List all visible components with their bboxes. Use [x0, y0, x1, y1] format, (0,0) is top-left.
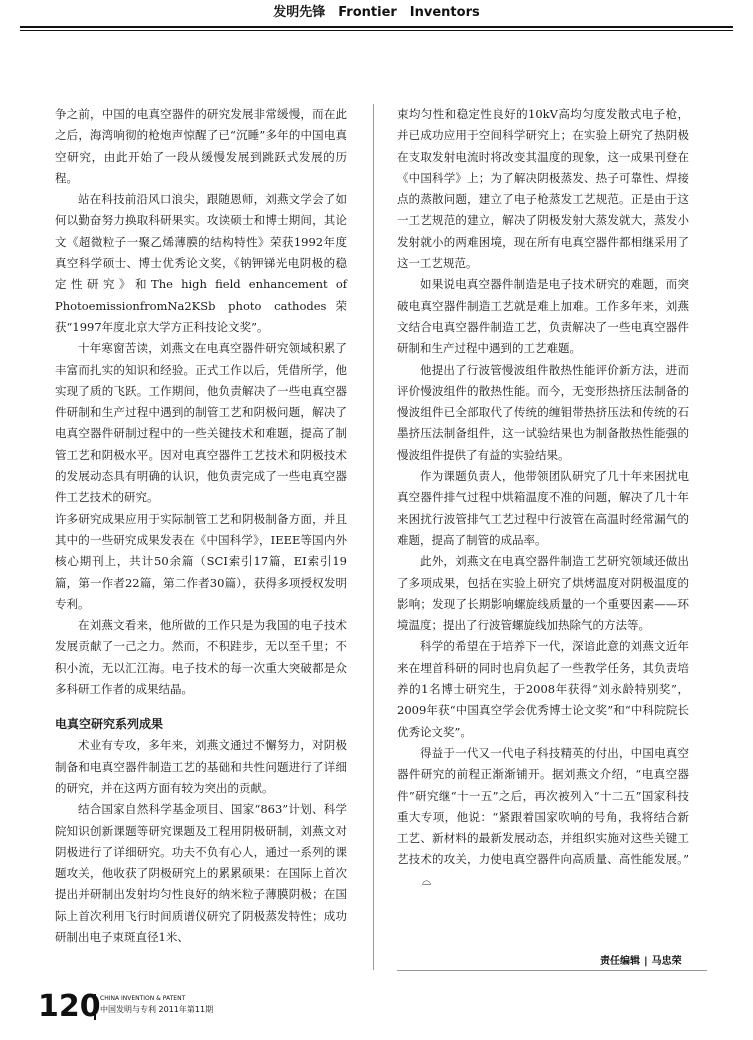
section-header: 发明先锋 Frontier Inventors: [273, 5, 480, 20]
paragraph: 在刘燕文看来，他所做的工作只是为我国的电子技术发展贡献了一己之力。然而，不积跬步，无以至千里；不积小流，无以汇江海。电子技术的每一次重大突破都是众多科研工作者的成果结晶。: [55, 618, 347, 697]
paragraph: 作为课题负责人，他带领团队研究了几十年来困扰电真空器件排气过程中烘箱温度不准的问题，解决了几十年来困扰行波管排气工艺过程中行波管在高温时经常漏气的难题，提高了制管的成品率。: [397, 469, 689, 547]
page-number: 120: [38, 989, 101, 1024]
paragraph: 站在科技前沿风口浪尖，跟随恩师，刘燕文学会了如何以勤奋努力换取科研果实。攻读硕士和博士期间，其论文《超微粒子一聚乙烯薄膜的结构特性》荣获1992年度真空科学硕士、博士优秀论文奖，《钠钾锑光电阴极的稳定性研究》和The high field enhancement of PhotoemissionfromNa2KSb photo cathodes荣获“1997年度北京大学方正科技论文奖”。: [55, 192, 347, 334]
paragraph: 如果说电真空器件制造是电子技术研究的难题，而突破电真空器件制造工艺就是难上加难。工作多年来，刘燕文结合电真空器件制造工艺，负责解决了一些电真空器件研制和生产过程中遇到的工艺难题。: [397, 277, 689, 356]
paragraph: 许多研究成果应用于实际制管工艺和阴极制备方面，并且其中的一些研究成果发表在《中国科学》，IEEE等国内外核心期刊上，共计50余篇（SCI索引17篇，EI索引19篇，第一作者22篇，第二作者30篇），获得多项授权发明专利。: [55, 511, 347, 611]
paragraph: 他提出了行波管慢波组件散热性能评价新方法，进而评价慢波组件的散热性能。而今，无变形热挤压法制备的慢波组件已全部取代了传统的缠钼带热挤压法和传统的石墨挤压法制备组件，这一试验结果也为制备散热性能强的慢波组件提供了有益的实验结果。: [397, 362, 689, 462]
paragraph: 科学的希望在于培养下一代，深谙此意的刘燕文近年来在埋首科研的同时也肩负起了一些教学任务，其负责培养的1名博士研究生，于2008年获得“刘永龄特别奖”，2009年获“中国真空学会优秀博士论文奖”和“中科院院长优秀论文奖”。: [397, 639, 689, 739]
paragraph: 此外，刘燕文在电真空器件制造工艺研究领域还做出了多项成果，包括在实验上研究了烘烤温度对阴极温度的影响；发现了长期影响螺旋线质量的一个重要因素——环境温度；提出了行波管螺旋线加热除气的方法等。: [397, 554, 689, 633]
paragraph: 结合国家自然科学基金项目、国家“863”计划、科学院知识创新课题等研究课题及工程用阴极研制，刘燕文对阴极进行了详细研究。功夫不负有心人，通过一系列的课题攻关，他收获了阴极研究上的累累硕果：在国际上首次提出并研制出发射均匀性良好的纳米粒子薄膜阴极；在国际上首次利用飞行时间质谱仪研究了阴极蒸发特性；成功研制出电子束斑直径1米、: [55, 802, 347, 944]
header-rule-thin: [20, 30, 733, 31]
journal-name-en: CHINA INVENTION & PATENT: [100, 995, 186, 1002]
left-column: [55, 104, 347, 948]
paragraph: 争之前，中国的电真空器件的研究发展非常缓慢，而在此之后，海湾响彻的枪炮声惊醒了已“沉睡”多年的中国电真空研究，由此开始了一段从缓慢发展到跳跃式发展的历程。: [55, 107, 347, 185]
paragraph: 术业有专攻，多年来，刘燕文通过不懈努力，对阴极制备和电真空器件制造工艺的基础和共性问题进行了详细的研究，并在这两方面有较为突出的贡献。: [55, 738, 347, 795]
journal-name-cn: 中国发明与专利 2011年第11期: [100, 1005, 214, 1014]
paragraph-final: [397, 743, 689, 892]
footer-separator-bar: [94, 994, 96, 1020]
column-divider: [373, 104, 374, 970]
paragraph-text: 得益于一代又一代电子科技精英的付出，中国电真空器件研究的前程正渐渐铺开。据刘燕文介绍，“电真空器件”研究继“十一五”之后，再次被列入“十二五”国家科技重大专项，他说：“紧跟着国家吹响的号角，我将结合新工艺、新材料的最新发展动态，并组织实施对这些关键工艺技术的攻关，力使电真空器件向高质量、高性能发展。”: [397, 745, 689, 867]
footer-rule: [397, 970, 707, 971]
editor-credit: [600, 952, 682, 967]
editor-name: 马忠荣: [651, 956, 682, 967]
end-mark-icon: ⌓: [422, 873, 432, 888]
editor-separator: |: [644, 956, 648, 967]
right-column: [397, 104, 689, 892]
editor-label: 责任编辑: [600, 956, 640, 967]
paragraph: 束均匀性和稳定性良好的10kV高均匀度发散式电子枪，并已成功应用于空间科学研究上；在实验上研究了热阴极在支取发射电流时将改变其温度的现象，这一成果刊登在《中国科学》上；为了解决阴极蒸发、热子可靠性、焊接点的蒸散问题，建立了电子枪蒸发工艺规范。正是由于这一工艺规范的建立，解决了阴极发射大蒸发就大，蒸发小发射就小的两难困境，现在所有电真空器件都相继采用了这一工艺规范。: [397, 107, 689, 271]
header-rule: [20, 26, 733, 28]
section-heading: 电真空研究系列成果: [55, 717, 164, 732]
paragraph: 十年寒窗苦读，刘燕文在电真空器件研究领域积累了丰富而扎实的知识和经验。正式工作以后，凭借所学，他实现了质的飞跃。工作期间，他负责解决了一些电真空器件研制和生产过程中遇到的制管工艺和阴极问题，解决了电真空器件研制过程中的一些关键技术和难题，提高了制管工艺和阴极水平。因对电真空器件工艺技术和阴极技术的发展动态具有明确的认识，他负责完成了一些电真空器件工艺技术的研究。: [55, 341, 347, 505]
